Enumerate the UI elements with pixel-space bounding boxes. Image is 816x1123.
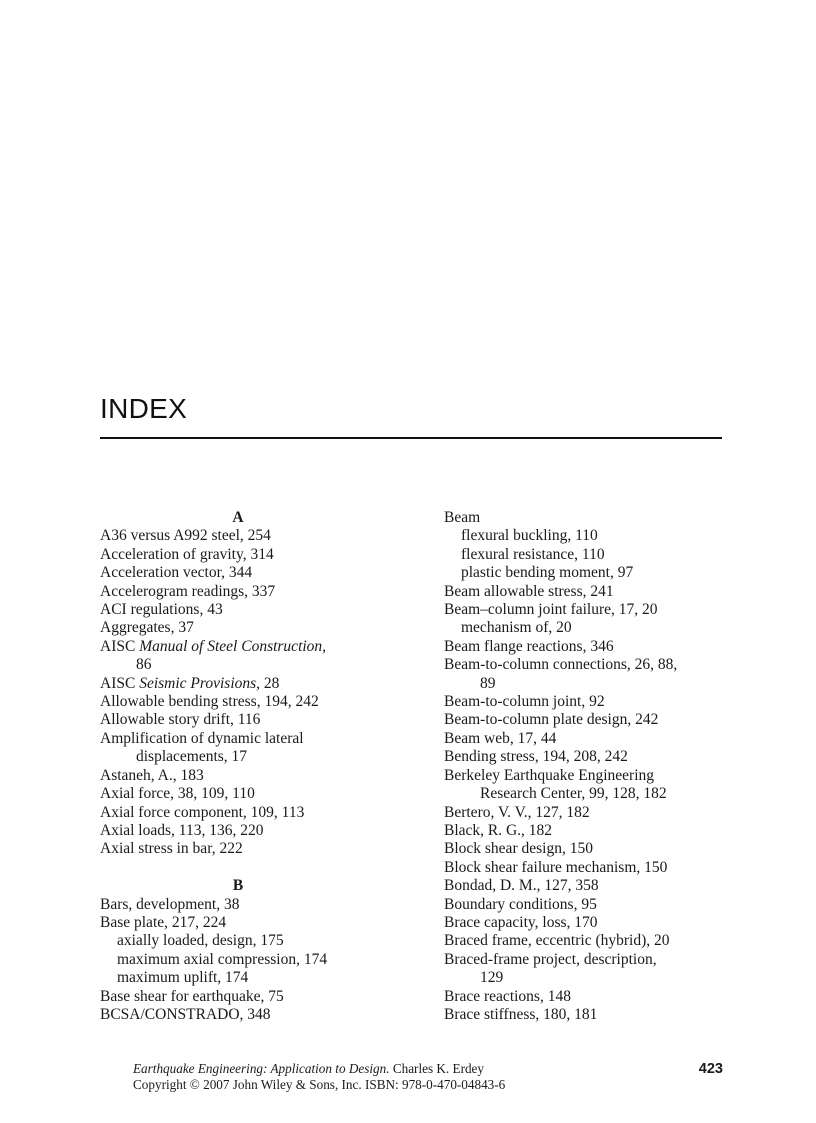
index-entry: Beam allowable stress, 241 — [444, 582, 614, 600]
page-title: INDEX — [100, 393, 188, 424]
book-author: Charles K. Erdey — [389, 1061, 484, 1076]
index-entry-continuation: displacements, 17 — [136, 748, 248, 766]
index-entry-continuation: Research Center, 99, 128, 182 — [480, 785, 667, 803]
index-subentry: mechanism of, 20 — [461, 619, 572, 637]
index-entry: Accelerogram readings, 337 — [100, 582, 276, 600]
index-entry: Beam-to-column plate design, 242 — [444, 711, 659, 729]
book-title: Earthquake Engineering: Application to Design. — [133, 1061, 390, 1076]
index-entry: ACI regulations, 43 — [100, 601, 223, 619]
index-entry-continuation: 89 — [480, 674, 496, 692]
index-entry: Beam flange reactions, 346 — [444, 637, 614, 655]
index-entry: Bondad, D. M., 127, 358 — [444, 877, 599, 895]
index-subentry: plastic bending moment, 97 — [461, 564, 634, 582]
index-subentry: maximum uplift, 174 — [117, 969, 249, 987]
index-entry: Bertero, V. V., 127, 182 — [444, 803, 590, 821]
index-entry: Aggregates, 37 — [100, 619, 194, 637]
page-number: 423 — [698, 1061, 723, 1077]
entry-italic-title: Seismic Provisions, — [139, 674, 261, 692]
index-entry: Block shear failure mechanism, 150 — [444, 858, 668, 876]
index-entry: Brace reactions, 148 — [444, 987, 571, 1005]
title-rule — [100, 437, 722, 439]
index-entry: Beam-to-column connections, 26, 88, — [444, 656, 678, 674]
index-entry: Beam web, 17, 44 — [444, 729, 557, 747]
entry-prefix: AISC — [100, 637, 140, 655]
index-entry: Astaneh, A., 183 — [100, 766, 204, 784]
index-entry: A36 versus A992 steel, 254 — [100, 527, 271, 545]
index-entry: Axial force component, 109, 113 — [100, 803, 305, 821]
index-entry: Black, R. G., 182 — [444, 821, 553, 839]
index-entry: Brace capacity, loss, 170 — [444, 913, 598, 931]
section-letter-b: B — [232, 877, 244, 895]
index-entry-aisc-seismic — [100, 675, 430, 693]
index-entry: Allowable story drift, 116 — [100, 711, 261, 729]
entry-italic-title: Manual of Steel Construction, — [139, 637, 327, 655]
section-gap — [100, 859, 430, 877]
index-entry-continuation: 129 — [480, 969, 504, 987]
index-entry: Braced frame, eccentric (hybrid), 20 — [444, 932, 670, 950]
index-entry: Bending stress, 194, 208, 242 — [444, 748, 628, 766]
index-entry: Axial force, 38, 109, 110 — [100, 785, 255, 803]
index-entry-beam: Beam — [444, 509, 481, 526]
index-entry-aisc-manual — [100, 638, 430, 656]
index-entry: Bars, development, 38 — [100, 895, 240, 913]
page-footer — [133, 1061, 723, 1093]
index-column-right — [444, 509, 744, 1024]
footer-copyright: Copyright © 2007 John Wiley & Sons, Inc. ISBN: 978-0-470-04843-6 — [133, 1077, 506, 1092]
index-entry: Allowable bending stress, 194, 242 — [100, 693, 319, 711]
index-entry: Block shear design, 150 — [444, 840, 593, 858]
index-entry: Base shear for earthquake, 75 — [100, 987, 284, 1005]
index-entry: Braced-frame project, description, — [444, 950, 657, 968]
index-entry: Acceleration vector, 344 — [100, 564, 253, 582]
index-entry: Brace stiffness, 180, 181 — [444, 1005, 598, 1023]
index-entry: Amplification of dynamic lateral — [100, 729, 304, 747]
index-entry: Beam-to-column joint, 92 — [444, 693, 605, 711]
index-entry: Beam–column joint failure, 17, 20 — [444, 601, 658, 619]
index-entry: BCSA/CONSTRADO, 348 — [100, 1005, 271, 1023]
index-entry: Acceleration of gravity, 314 — [100, 545, 274, 563]
index-entry: Berkeley Earthquake Engineering — [444, 766, 655, 784]
index-subentry: flexural resistance, 110 — [461, 545, 605, 563]
index-entry-continuation: 86 — [136, 656, 152, 674]
index-entry: Axial loads, 113, 136, 220 — [100, 821, 264, 839]
entry-pages: 28 — [260, 674, 280, 692]
index-entry: Axial stress in bar, 222 — [100, 840, 243, 858]
index-subentry: flexural buckling, 110 — [461, 527, 598, 545]
footer-citation — [133, 1061, 723, 1077]
section-letter-a: A — [232, 509, 244, 526]
index-subentry: maximum axial compression, 174 — [117, 950, 328, 968]
index-column-left — [100, 509, 430, 1024]
index-entry: Boundary conditions, 95 — [444, 895, 597, 913]
index-subentry: axially loaded, design, 175 — [117, 932, 284, 950]
index-entry: Base plate, 217, 224 — [100, 913, 227, 931]
entry-prefix: AISC — [100, 674, 140, 692]
